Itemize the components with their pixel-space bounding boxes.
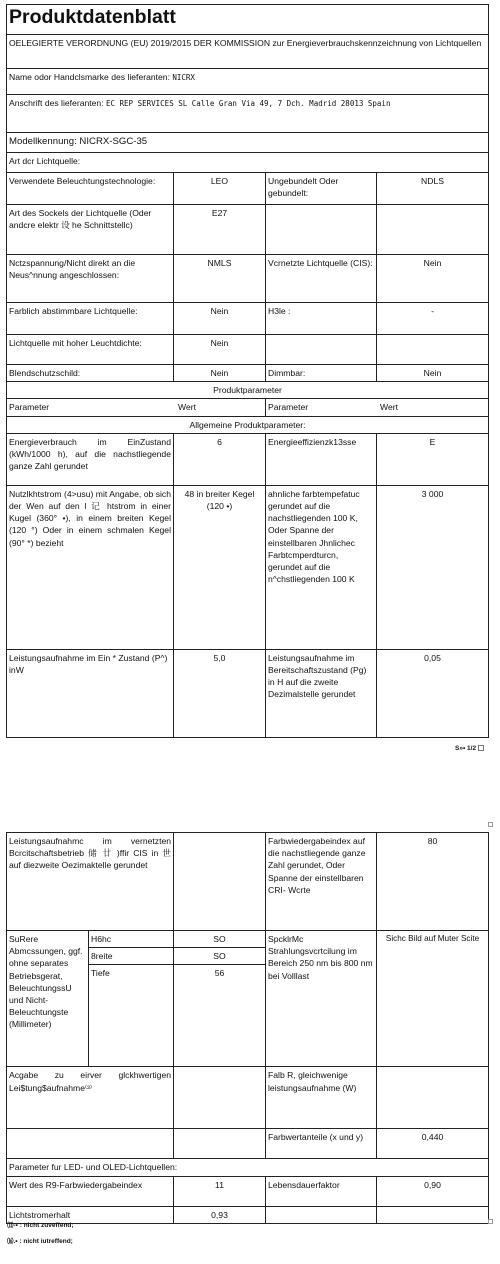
dimension-value: SO: [174, 948, 266, 965]
param-name: Energieeffizienzk13sse: [266, 433, 377, 485]
param-value: 5,0: [174, 649, 266, 737]
param-value: 48 in breiter Kegel (120 •): [174, 485, 266, 649]
param-value: 11: [174, 1176, 266, 1206]
param-name: Leistungsaufnahme im Bereitschaftszustand (Pg) in H auf die zweite Dezimalstelle gerundet: [266, 649, 377, 737]
col-param-header: Parameter: [9, 402, 50, 413]
legend-line: ⒃.• : nicht iutreffend;: [7, 1238, 73, 1245]
row-value: Nein: [174, 335, 266, 365]
param-name: Acgabe zu eirver glckhwertigen Lei$tung$aufnahme⁽ᶟ⁾: [7, 1067, 174, 1129]
param-value: E: [377, 433, 489, 485]
page-title: Produktdatenblatt: [7, 5, 489, 35]
row-value: [377, 335, 489, 365]
param-value: 3 000: [377, 485, 489, 649]
supplier-name-label: Name odor Handclsmarke des lieferanten:: [9, 72, 170, 82]
param-name: Nutzlkhtstrom (4>usu) mit Angabe, ob sich der Wen auf den l 记 htstrom in einer Kugel (360° •), in einem breiten Kegel (120 °) Oder in einem schmalen Kegel (90° *) bezieht: [7, 485, 174, 649]
datasheet-table-page1: [6, 4, 489, 738]
param-value: 0,93: [174, 1206, 266, 1223]
row-value: [377, 205, 489, 255]
row-param: [266, 205, 377, 255]
row-value: E27: [174, 205, 266, 255]
supplier-name-row: [7, 69, 489, 95]
row-value: LEO: [174, 173, 266, 205]
led-params-header: Parameter fur LED- und OLED-Lichtquellen:: [7, 1159, 489, 1176]
model-value: NICRX-SGC-35: [79, 136, 148, 147]
col-param-header: Parameter: [268, 402, 309, 413]
param-name: Wert des R9-Farbwiedergabeindex: [7, 1176, 174, 1206]
param-name: Lebensdauerfaktor: [266, 1176, 377, 1206]
page-number-text: S»• 1/2: [455, 745, 477, 752]
general-params-header: Allgemeine Produktparameter:: [7, 416, 489, 433]
param-name: Farbwertanteile (x und y): [266, 1129, 377, 1159]
dimension-name: Tiefe: [89, 965, 174, 1067]
row-param: Vcrnetzte Lichtquelle (CIS):: [266, 255, 377, 303]
row-value: Nein: [377, 255, 489, 303]
col-value-header: Wert: [380, 402, 398, 413]
param-value: [174, 833, 266, 931]
row-value: Nein: [174, 303, 266, 335]
column-header-row-left: [7, 399, 266, 416]
row-value: Nein: [377, 365, 489, 382]
dimension-value: SO: [174, 931, 266, 948]
param-value: 0,90: [377, 1176, 489, 1206]
model-label: Modellkennung:: [9, 136, 77, 147]
light-type-label: Art dcr Lichtquelle:: [7, 153, 489, 173]
col-value-header: Wert: [178, 402, 196, 413]
supplier-address-row: [7, 95, 489, 133]
row-param: [266, 335, 377, 365]
dimension-value: 56: [174, 965, 266, 1067]
page-corner-icon: [488, 822, 493, 827]
row-param: Lichtquelle mit hoher Leuchtdichte:: [7, 335, 174, 365]
page-corner-icon: [488, 1219, 493, 1224]
param-value: 0,05: [377, 649, 489, 737]
param-value: [377, 1206, 489, 1223]
row-value: -: [377, 303, 489, 335]
param-value: 80: [377, 833, 489, 931]
datasheet-table-page2: [6, 832, 489, 1224]
page-number: [455, 745, 484, 752]
supplier-address-value: EC REP SERVICES SL Calle Gran Via 49, 7 Dch. Madrid 28013 Spain: [105, 99, 391, 108]
param-name: ahnliche farbtempefatuc gerundet auf die nachstliegenden 100 K, Oder Spanne der einstellbaren Jhnlichec Farbtcmperdturcn, gerundet auf die n^chstliegenden 100 K: [266, 485, 377, 649]
supplier-address-label: Anschrift des lieferanten:: [9, 98, 104, 108]
dimension-name: 8reite: [89, 948, 174, 965]
row-param: Verwendete Beleuchtungstechnologie:: [7, 173, 174, 205]
dimensions-label: SuRere Abmcssungen, ggf. ohne separates Betriebsgerat, BeleuchtungssU und Nicht-Beleuchtungste (Millimeter): [7, 931, 89, 1067]
column-header-row-right: [266, 399, 489, 416]
supplier-name-value: NICRX: [172, 73, 195, 82]
row-param: Blendschutzschild:: [7, 365, 174, 382]
row-param: Ungebundelt Oder gebundelt:: [266, 173, 377, 205]
row-param: H3le :: [266, 303, 377, 335]
row-param: Farblich abstimmbare Lichtquelle:: [7, 303, 174, 335]
row-param: Dimmbar:: [266, 365, 377, 382]
param-name: [266, 1206, 377, 1223]
param-name: Farbwiedergabeindex auf die nachstliegende ganze Zahl gerundet, Oder Spanne der einstellbaren CRI- Wcrte: [266, 833, 377, 931]
row-value: Nein: [174, 365, 266, 382]
row-param: Nctzspannung/Nicht direkt an die Neus^nnung angeschlossen:: [7, 255, 174, 303]
param-value: Sichc Bild auf Muter Scite: [377, 931, 489, 1067]
param-value: 0,440: [377, 1129, 489, 1159]
page-marker-icon: [478, 745, 484, 751]
param-name: Leistungsaufnahmc im vernetzten Bcrcitschaftsbetrieb 储 廿 )ffir CIS in 世 auf diezweite Oezimaktelle gerundet: [7, 833, 174, 931]
legend-line: ⒀-• : nicht zuveffend;: [7, 1222, 74, 1229]
dimension-name: H6hc: [89, 931, 174, 948]
regulation-text: OELEGIERTE VERORDNUNG (EU) 2019/2015 DER KOMMISSION zur Energieverbrauchskennzeichnung von Lichtquellen: [7, 35, 489, 69]
row-value: NMLS: [174, 255, 266, 303]
param-name: Leistungsaufnahme im Ein * Zustand (P^) inW: [7, 649, 174, 737]
param-value: 6: [174, 433, 266, 485]
row-param: Art des Sockels der Lichtquelle (Oder andcre elektr 设 he Schnittstellc): [7, 205, 174, 255]
product-params-header: Produktparameter: [7, 382, 489, 399]
row-value: NDLS: [377, 173, 489, 205]
model-row: [7, 133, 489, 153]
param-name: SpcklrMc Strahlungsvcrtcilung im Bereich 250 nm bis 800 nm bei Volllast: [266, 931, 377, 1067]
param-name: Falb R, gleichwenige leistungsaufnahme (W): [266, 1067, 377, 1129]
param-name: Energieverbrauch im EinZustand (kWh/1000 h), auf die nachstliegende ganze Zahl gerundet: [7, 433, 174, 485]
param-name: Lichtstromerhalt: [7, 1206, 174, 1223]
